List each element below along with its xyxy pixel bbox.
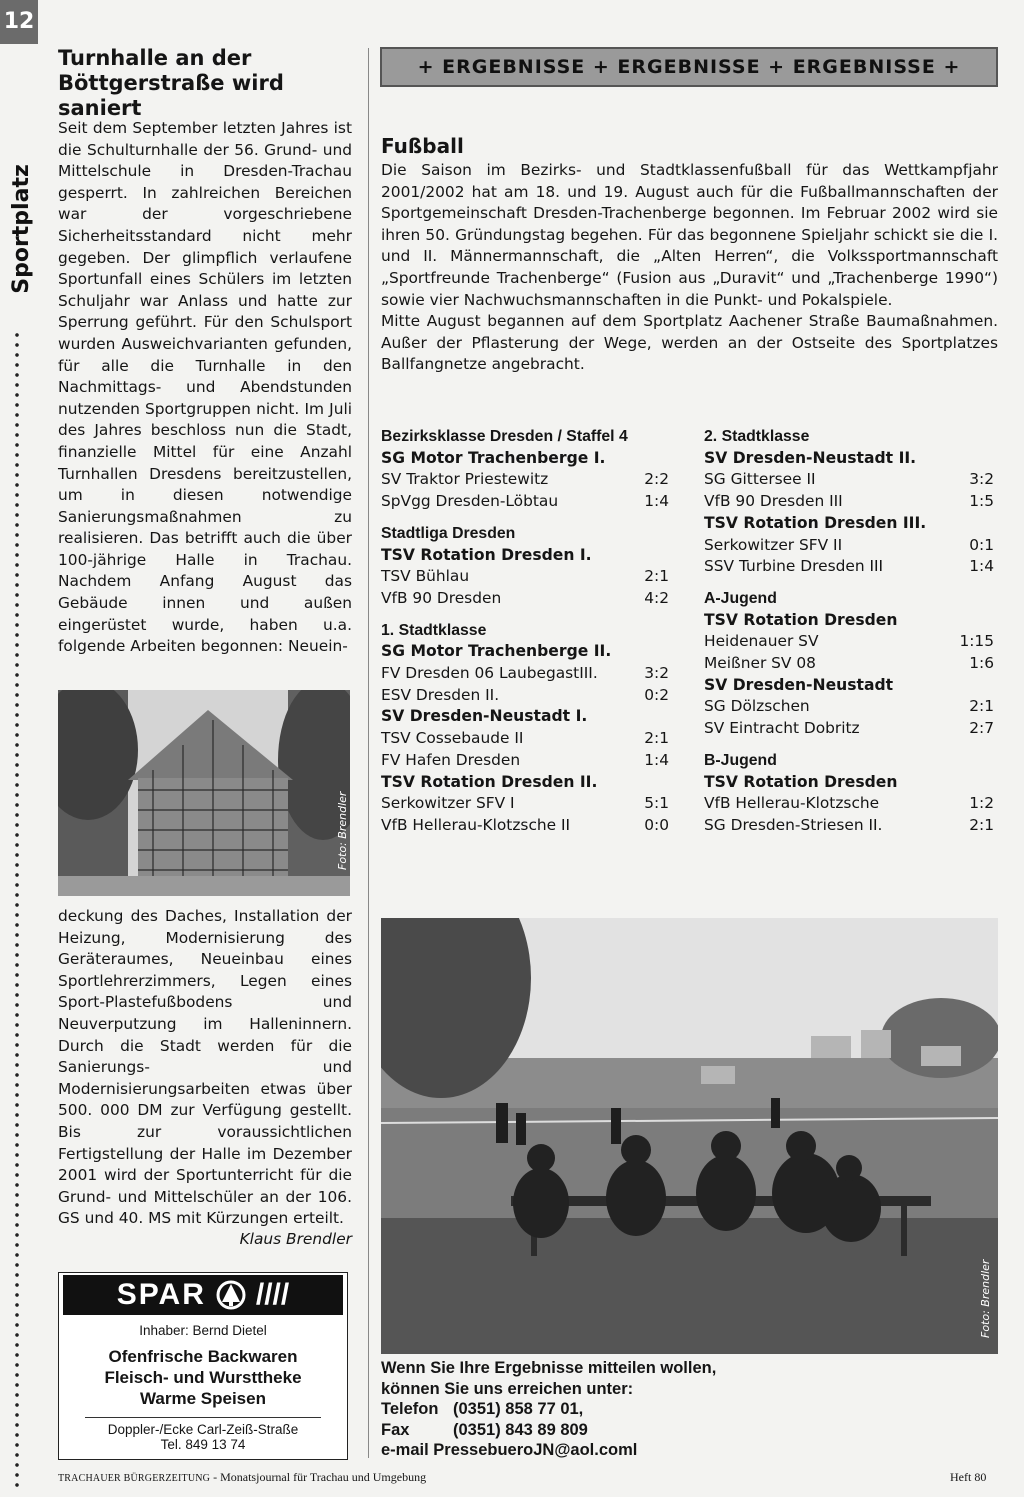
league-heading: B-Jugend	[704, 751, 777, 769]
stripes-icon: ////	[255, 1278, 290, 1311]
article-body-part1: Seit dem September letzten Jahres ist die Schulturnhalle der 56. Grund- und Mittelschule in Dresden-Trachau gesperrt. In zahlreichen Bereichen war der vorgeschriebene Sicherheitsstandard nicht mehr gegeben. Der glimpflich verlaufene Sportunfall eines Schülers im letzten Schuljahr war Anlass und hatte zur Sperrung geführt. Für den Schulsport wurden Ausweichvarianten gefunden, für alle die Turnhalle in den Nachmittags- und Abendstunden nutzenden Sportgruppen nicht. Im Juli des Jahres beschloss nun die Stadt, finanzielle Mittel für eine Anzahl Turnhallen Dresdens bereitzustellen, um in diesen notwendige Sanierungsmaßnahmen zu realisieren. Das betrifft auch die über 100-jährige Halle in Trachau. Nachdem Anfang August das Gebäude innen und außen eingerüstet wurde, haben u.a. folgende Arbeiten begonnen: Neuein-	[58, 119, 352, 656]
score: 4:2	[644, 588, 669, 607]
phone-number: (0351) 858 77 01,	[453, 1400, 584, 1418]
opponent: Meißner SV 08	[704, 654, 816, 673]
match-row	[381, 728, 669, 750]
opponent: VfB Hellerau-Klotzsche	[704, 794, 880, 813]
photo2-credit: Foto: Brendler	[979, 1259, 992, 1338]
score: 1:15	[959, 632, 994, 651]
spar-logo	[63, 1275, 343, 1315]
score: 1:4	[969, 557, 994, 576]
dotted-rule	[14, 330, 20, 1490]
contact-line1: Wenn Sie Ihre Ergebnisse mitteilen wollen,	[381, 1359, 717, 1377]
ad-line3: Warme Speisen	[140, 1389, 266, 1408]
opponent: TSV Bühlau	[381, 567, 470, 586]
photo-credit: Foto: Brendler	[336, 791, 349, 870]
league-heading: Stadtliga Dresden	[381, 524, 516, 542]
ad-divider	[85, 1417, 321, 1418]
match-row	[704, 556, 994, 578]
score: 1:6	[969, 654, 994, 673]
opponent: SG Dresden-Striesen II.	[704, 815, 883, 834]
match-row	[381, 491, 669, 513]
article-title: Turnhalle an der Böttgerstraße wird saniert	[58, 46, 284, 120]
fax-label: Fax	[381, 1420, 410, 1439]
group-spacer	[704, 578, 994, 588]
opponent: SG Gittersee II	[704, 470, 816, 489]
contact-info	[381, 1358, 998, 1461]
opponent: VfB Hellerau-Klotzsche II	[381, 815, 571, 834]
football-paragraph-1: Die Saison im Bezirks- und Stadtklassenfußball für das Wettkampfjahr 2001/2002 hat am 18. und 19. August auch für die Fußballmannschaften der Sportgemeinschaft Dresden-Trachenberge begonnen. Im Februar 2002 wird sie ihren 50. Gründungstag begehen. Für das begonnene Spieljahr schickt sie die I. und II. Männermannschaft, die „Alten Herren“, die Volkssportmannschaft „Sportfreunde Trachenberge“ (Fusion aus „Duravit“ und „Trachenberge 1990“) sowie vier Nachwuchsmannschaften in die Punkt- und Pokalspiele.	[381, 161, 998, 309]
section-label: Sportplatz	[9, 164, 34, 294]
match-row	[704, 469, 994, 491]
opponent: VfB 90 Dresden	[381, 588, 502, 607]
gym-photo	[58, 690, 350, 896]
opponent: SSV Turbine Dresden III	[704, 557, 884, 576]
ad-owner: Inhaber: Bernd Dietel	[139, 1323, 267, 1338]
score: 2:1	[644, 729, 669, 748]
match-row	[704, 696, 994, 718]
team-name: TSV Rotation Dresden II.	[381, 772, 598, 791]
match-row	[704, 491, 994, 513]
contact-line2: können Sie uns erreichen unter:	[381, 1379, 634, 1398]
score: 1:2	[969, 794, 994, 813]
league-heading: 2. Stadtklasse	[704, 428, 810, 445]
score: 3:2	[644, 664, 669, 683]
league-heading: A-Jugend	[704, 589, 777, 607]
team-name: TSV Rotation Dresden III.	[704, 513, 927, 532]
ad-address: Doppler-/Ecke Carl-Zeiß-Straße	[107, 1422, 299, 1437]
score: 1:5	[969, 492, 994, 511]
opponent: FV Hafen Dresden	[381, 750, 521, 769]
match-row	[704, 815, 994, 837]
opponent: SG Dölzschen	[704, 697, 810, 716]
score: 0:1	[969, 535, 994, 554]
opponent: Serkowitzer SFV II	[704, 535, 843, 554]
opponent: FV Dresden 06 LaubegastIII.	[381, 664, 598, 683]
match-row	[381, 685, 669, 707]
team-name: SG Motor Trachenberge II.	[381, 642, 612, 661]
phone-label: Telefon	[381, 1400, 439, 1418]
team-name: SV Dresden-Neustadt II.	[704, 448, 917, 467]
opponent: Heidenauer SV	[704, 632, 819, 651]
match-row	[381, 566, 669, 588]
team-name: TSV Rotation Dresden	[704, 772, 898, 791]
article-body-part2: deckung des Daches, Installation der Heizung, Modernisierung des Geräteraumes, Neueinbau eines Sportlehrerzimmers, Legen eines Sport-Plastefußbodens und Neuverputzung im Halleninnern. Durch die Stadt werden für die Sanierungs- und Modernisierungsarbeiten etwas über 500. 000 DM zur Verfügung gestellt. Bis zur voraussichtlichen Fertigstellung der Halle im Dezember 2001 wird der Sportunterricht für die Grund- und Mittelschüler an der 106. GS und 40. MS mit Kürzungen erteilt.	[58, 907, 352, 1228]
score: 1:4	[644, 750, 669, 769]
team-name: SG Motor Trachenberge I.	[381, 448, 606, 467]
spar-brand: SPAR	[116, 1278, 206, 1311]
match-row	[381, 663, 669, 685]
results-banner: + ERGEBNISSE + ERGEBNISSE + ERGEBNISSE +	[380, 47, 998, 87]
match-row	[704, 793, 994, 815]
football-photo	[381, 918, 998, 1354]
opponent: VfB 90 Dresden III	[704, 492, 843, 511]
football-title: Fußball	[381, 134, 464, 158]
group-spacer	[381, 513, 669, 523]
score: 2:1	[644, 567, 669, 586]
spar-advertisement	[58, 1272, 348, 1460]
tree-icon	[214, 1280, 248, 1310]
ad-line2: Fleisch- und Wursttheke	[104, 1368, 302, 1387]
footer-journal	[58, 1470, 426, 1485]
match-row	[381, 588, 669, 610]
page-number: 12	[0, 0, 38, 44]
score: 2:2	[644, 470, 669, 489]
match-row	[704, 535, 994, 557]
league-heading: 1. Stadtklasse	[381, 621, 487, 639]
score: 1:4	[644, 492, 669, 511]
score: 2:1	[969, 697, 994, 716]
fax-number: (0351) 843 89 809	[453, 1420, 588, 1439]
score: 5:1	[644, 794, 669, 813]
footer-journal-name: TRACHAUER BÜRGERZEITUNG	[58, 1473, 211, 1484]
team-name: SV Dresden-Neustadt	[704, 675, 894, 694]
football-match-image	[381, 918, 998, 1354]
results-right-column	[704, 426, 994, 837]
footer-issue: Heft 80	[950, 1470, 987, 1484]
match-row	[704, 631, 994, 653]
football-paragraph-2: Mitte August begannen auf dem Sportplatz Aachener Straße Baumaßnahmen. Außer der Pflasterung der Wege, werden an der Ostseite des Sportplatzes Ballfangnetze angebracht.	[381, 312, 998, 374]
match-row	[704, 718, 994, 740]
score: 2:1	[969, 815, 994, 834]
team-name: TSV Rotation Dresden	[704, 610, 898, 629]
contact-fax	[381, 1420, 998, 1441]
opponent: SpVgg Dresden-Löbtau	[381, 492, 559, 511]
league-heading: Bezirksklasse Dresden / Staffel 4	[381, 428, 628, 445]
match-row	[381, 815, 669, 837]
opponent: Serkowitzer SFV I	[381, 794, 515, 813]
score: 2:7	[969, 719, 994, 738]
contact-email: e-mail PressebueroJN@aol.coml	[381, 1441, 638, 1459]
football-body	[381, 160, 998, 376]
results-left-column	[381, 426, 669, 837]
article-author: Klaus Brendler	[239, 1230, 352, 1248]
team-name: SV Dresden-Neustadt I.	[381, 707, 588, 726]
match-row	[704, 653, 994, 675]
score: 0:2	[644, 685, 669, 704]
column-divider	[368, 48, 369, 1458]
opponent: SV Traktor Priestewitz	[381, 470, 549, 489]
ad-line1: Ofenfrische Backwaren	[108, 1347, 298, 1366]
opponent: ESV Dresden II.	[381, 685, 500, 704]
score: 3:2	[969, 470, 994, 489]
score: 0:0	[644, 815, 669, 834]
match-row	[381, 750, 669, 772]
ad-phone: Tel. 849 13 74	[160, 1437, 246, 1452]
group-spacer	[704, 740, 994, 750]
contact-phone	[381, 1399, 998, 1420]
group-spacer	[381, 610, 669, 620]
footer-tagline: - Monatsjournal für Trachau und Umgebung	[210, 1470, 427, 1484]
match-row	[381, 793, 669, 815]
match-row	[381, 469, 669, 491]
scaffolded-building-image	[58, 690, 350, 896]
opponent: TSV Cossebaude II	[381, 729, 524, 748]
opponent: SV Eintracht Dobritz	[704, 719, 860, 738]
team-name: TSV Rotation Dresden I.	[381, 545, 592, 564]
